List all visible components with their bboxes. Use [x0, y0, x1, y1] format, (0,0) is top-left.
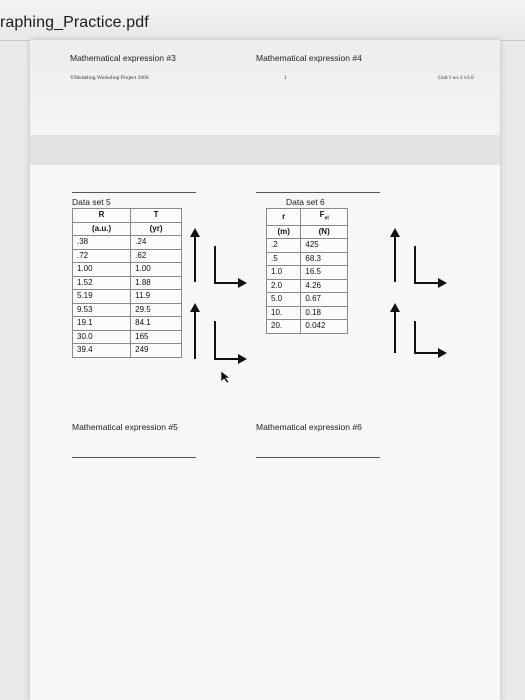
- answer-line-expression-4: [256, 192, 380, 193]
- table-cell: .24: [131, 236, 182, 250]
- table-cell: 5.0: [267, 293, 301, 307]
- table-cell: 29.5: [131, 303, 182, 317]
- table-cell: .62: [131, 249, 182, 263]
- table-header-row: [73, 209, 182, 223]
- header-expression-3: Mathematical expression #3: [70, 53, 176, 63]
- table-row: [73, 236, 182, 250]
- table-cell: 165: [131, 330, 182, 344]
- table-row: [267, 293, 348, 307]
- expression-5-label: Mathematical expression #5: [72, 422, 178, 432]
- table-cell: 30.0: [73, 330, 131, 344]
- table-row: [267, 266, 348, 280]
- table-cell: 19.1: [73, 317, 131, 331]
- table-cell: 0.042: [301, 320, 348, 334]
- table-cell: 0.67: [301, 293, 348, 307]
- table-row: [73, 249, 182, 263]
- table-row: [267, 320, 348, 334]
- table-row: [267, 252, 348, 266]
- graph-axes-data-set-6-bottom: [385, 303, 450, 363]
- table-cell: 1.00: [131, 263, 182, 277]
- column-header-r: r: [267, 209, 301, 226]
- document-title: raphing_Practice.pdf: [0, 14, 149, 31]
- table-cell: 2.0: [267, 279, 301, 293]
- table-cell: 425: [301, 239, 348, 253]
- pdf-viewer-titlebar: [0, 0, 525, 41]
- unit-t: (yr): [131, 222, 182, 236]
- pdf-page[interactable]: [30, 40, 500, 700]
- table-cell: 1.0: [267, 266, 301, 280]
- unit-m: (m): [267, 225, 301, 239]
- table-units-row: [73, 222, 182, 236]
- graph-axes-data-set-5-top: [185, 228, 250, 298]
- table-units-row: [267, 225, 348, 239]
- column-header-f-symbol: F: [319, 210, 325, 219]
- page-number: 1: [284, 75, 287, 81]
- table-cell: 0.18: [301, 306, 348, 320]
- worksheet-version: Unit I ws 2 v3.0: [438, 75, 474, 81]
- data-set-5-table: [72, 208, 182, 358]
- table-row: [73, 344, 182, 358]
- column-header-t: T: [131, 209, 182, 223]
- answer-line-expression-5: [72, 457, 196, 458]
- table-row: [73, 303, 182, 317]
- table-cell: 84.1: [131, 317, 182, 331]
- table-cell: .2: [267, 239, 301, 253]
- table-cell: .38: [73, 236, 131, 250]
- data-set-6-caption: Data set 6: [286, 197, 325, 207]
- header-expression-4: Mathematical expression #4: [256, 53, 362, 63]
- table-cell: 10.: [267, 306, 301, 320]
- table-row: [267, 306, 348, 320]
- graph-axes-data-set-6-top: [385, 228, 450, 298]
- column-header-r: R: [73, 209, 131, 223]
- table-row: [73, 317, 182, 331]
- answer-line-expression-6: [256, 457, 380, 458]
- data-set-6-table: [266, 208, 348, 334]
- expression-6-label: Mathematical expression #6: [256, 422, 362, 432]
- unit-n: (N): [301, 225, 348, 239]
- table-cell: 1.00: [73, 263, 131, 277]
- table-cell: 11.9: [131, 290, 182, 304]
- table-cell: 16.5: [301, 266, 348, 280]
- table-header-row: [267, 209, 348, 226]
- answer-line-expression-3: [72, 192, 196, 193]
- table-cell: .5: [267, 252, 301, 266]
- table-cell: 39.4: [73, 344, 131, 358]
- table-row: [73, 276, 182, 290]
- table-row: [267, 239, 348, 253]
- mouse-pointer-icon: [220, 370, 232, 384]
- column-header-f: [301, 209, 348, 226]
- table-cell: 249: [131, 344, 182, 358]
- unit-r: (a.u.): [73, 222, 131, 236]
- table-row: [73, 290, 182, 304]
- column-header-f-subscript: el: [324, 215, 329, 222]
- copyright-footer: ©Modeling Workshop Project 2006: [70, 75, 149, 81]
- table-row: [267, 279, 348, 293]
- table-cell: 1.88: [131, 276, 182, 290]
- table-cell: 20.: [267, 320, 301, 334]
- table-cell: 1.52: [73, 276, 131, 290]
- table-cell: 9.53: [73, 303, 131, 317]
- table-cell: 68.3: [301, 252, 348, 266]
- page-break-band: [30, 135, 500, 165]
- table-row: [73, 263, 182, 277]
- graph-axes-data-set-5-bottom: [185, 303, 250, 373]
- table-cell: 5.19: [73, 290, 131, 304]
- table-cell: .72: [73, 249, 131, 263]
- table-row: [73, 330, 182, 344]
- data-set-5-caption: Data set 5: [72, 197, 111, 207]
- table-cell: 4.26: [301, 279, 348, 293]
